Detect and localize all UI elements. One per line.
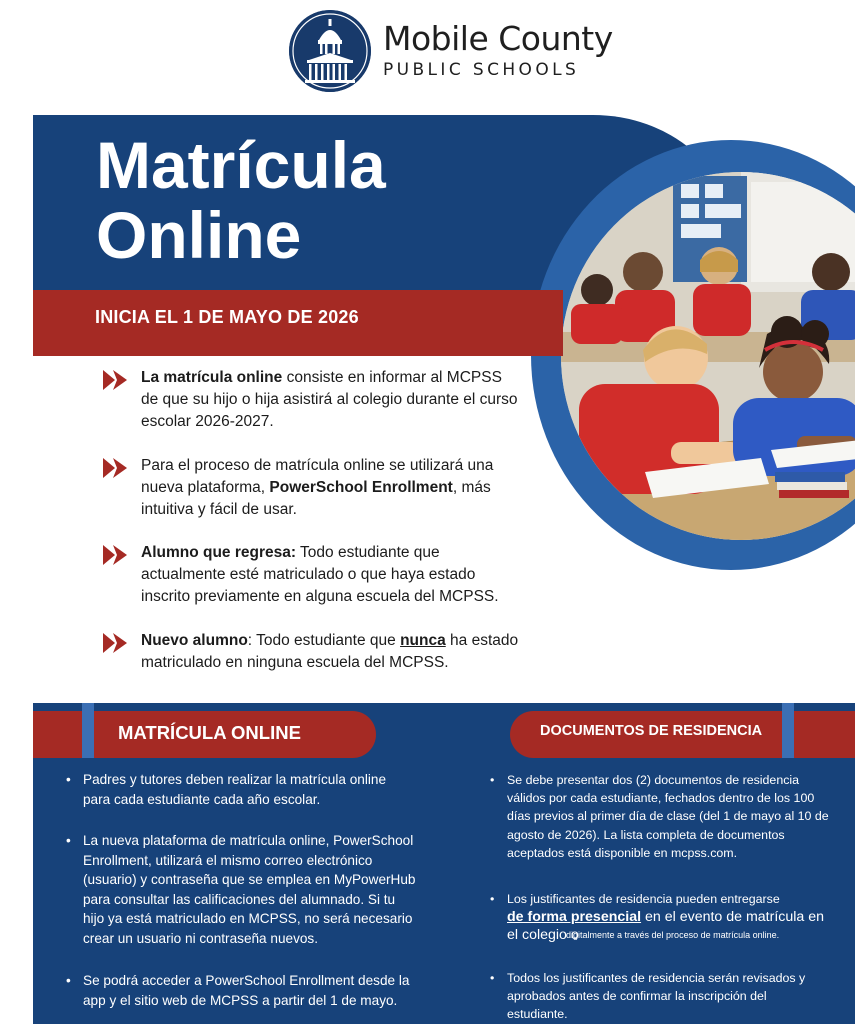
bullet-dot-icon: •	[490, 971, 495, 985]
bullet-dot-icon: •	[66, 973, 71, 988]
start-date-text: INICIA EL 1 DE MAYO DE 2026	[95, 307, 359, 327]
list-item: • Se podrá acceder a PowerSchool Enrollment desde la app y el sitio web de MCPSS a partir del 1 de mayo.	[66, 973, 410, 1008]
logo-subtitle: PUBLIC SCHOOLS	[383, 60, 580, 80]
bullet-dot-icon: •	[490, 892, 495, 906]
list-item: • La nueva plataforma de matrícula online, PowerSchool Enrollment, utilizará el mismo correo electrónico (usuario) y contraseña que se emplea en MyPowerHub para consultar las calificaciones del alumnado. Si tu hijo ya está matriculado en MCPSS, no será necesario crear un usuario ni contraseña nuevos.	[66, 833, 416, 946]
accent-stripe	[782, 703, 794, 758]
bullet-dot-icon: •	[66, 833, 71, 848]
list-item: • Padres y tutores deben realizar la matrícula online para cada estudiante cada año escolar.	[66, 772, 386, 807]
capitol-dome-seal-icon	[289, 10, 371, 92]
residency-docs-heading: DOCUMENTOS DE RESIDENCIA	[540, 723, 763, 739]
list-item: • Los justificantes de residencia pueden entregarse de forma presencial en el evento de matrícula en el colegio o	[490, 892, 825, 944]
bullet-dot-icon: •	[490, 773, 495, 787]
bullet-dot-icon: •	[66, 772, 71, 787]
info-bullet-2: Para el proceso de matrícula online se utilizará una nueva plataforma, PowerSchool Enrollment, más intuitiva y fácil de usar.	[103, 455, 523, 521]
double-chevron-icon	[103, 633, 131, 653]
logo-title: Mobile County	[383, 19, 613, 58]
info-bullet-4: Nuevo alumno: Todo estudiante que nunca ha estado matriculado en ninguna escuela del MCPSS.	[103, 630, 523, 674]
page-title: Matrícula Online	[96, 128, 386, 272]
info-bullet-3: Alumno que regresa: Todo estudiante que actualmente esté matriculado o que haya estado inscrito previamente en alguna escuela del MCPSS.	[103, 542, 523, 608]
overlay-note: digitalmente a través del proceso de matrícula online.	[566, 930, 780, 940]
double-chevron-icon	[103, 545, 131, 565]
info-bullet-1: La matrícula online consiste en informar al MCPSS de que su hijo o hija asistirá al colegio durante el curso escolar 2026-2027.	[103, 367, 523, 433]
district-logo	[289, 10, 613, 92]
accent-stripe	[82, 703, 94, 758]
page-edge	[855, 115, 865, 575]
list-item: • Todos los justificantes de residencia serán revisados y aprobados antes de confirmar la inscripción del estudiante.	[490, 971, 806, 1022]
double-chevron-icon	[103, 458, 131, 478]
online-enrollment-heading: MATRÍCULA ONLINE	[118, 722, 301, 743]
list-item: • Se debe presentar dos (2) documentos de residencia válidos por cada estudiante, fechados dentro de los 100 días previos al primer día de clase (del 1 de mayo al 10 de agosto de 2026). La lista completa de documentos aceptados está disponible en mcpss.com.	[490, 773, 829, 860]
double-chevron-icon	[103, 370, 131, 390]
